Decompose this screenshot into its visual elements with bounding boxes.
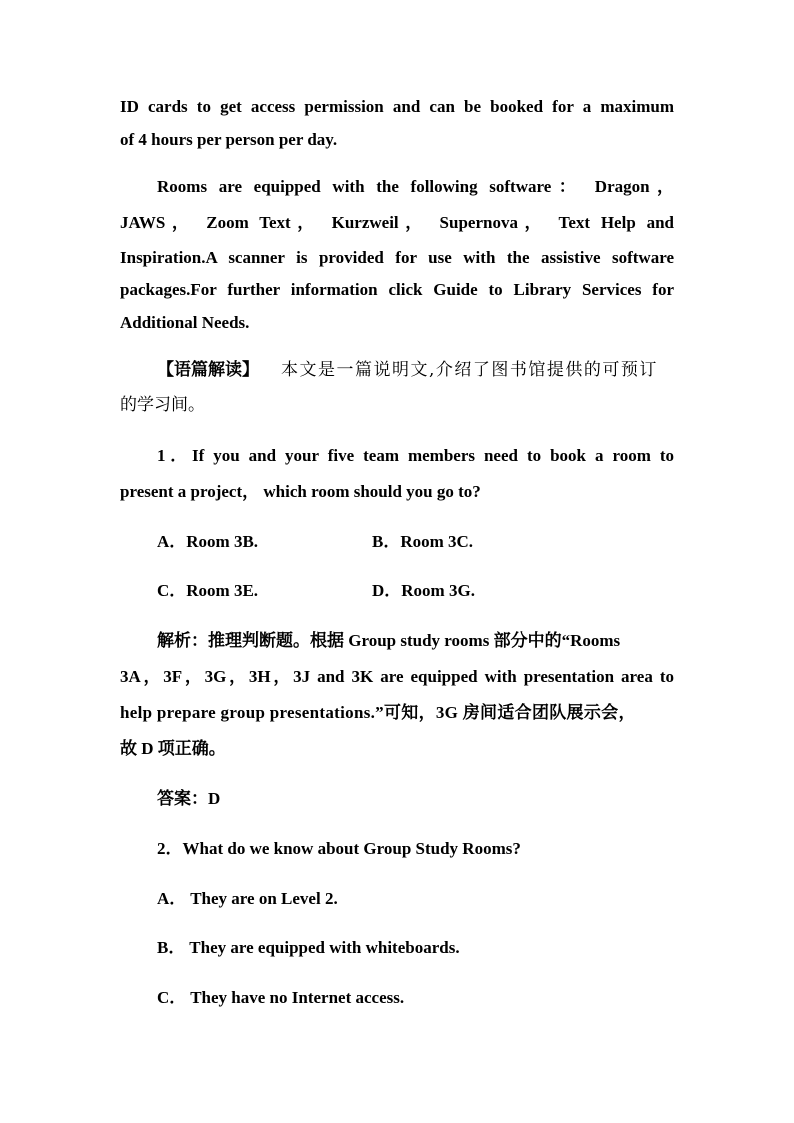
q1-answer-label: 答案 (157, 789, 191, 809)
q1-answer (157, 789, 220, 809)
q1-option-b: B．Room 3C. (372, 532, 474, 551)
q2-option-c: C． They have no Internet access. (157, 988, 405, 1007)
q1-option-a: A．Room 3B. (157, 532, 259, 551)
q1-option-c: C．Room 3E. (157, 581, 259, 600)
q2-stem: 2．What do we know about Group Study Rooms? (157, 839, 521, 858)
analysis-label: 【语篇解读】 (157, 360, 259, 380)
passage-line-5: Inspiration.A scanner is provided for use with the assistive software (120, 248, 674, 267)
analysis-line-1 (157, 360, 658, 380)
passage-line-4: JAWS， Zoom Text， Kurzweil， Supernova， Text Help and (120, 213, 674, 232)
analysis-text-1: 本文是一篇说明文,介绍了图书馆提供的可预订 (281, 360, 658, 380)
analysis-line-2: 的学习间。 (120, 395, 205, 415)
q1-explanation-line-4: 故 D 项正确。 (120, 739, 226, 758)
q1-explanation-label: 解析 (157, 631, 191, 651)
q1-answer-value: ：D (191, 789, 221, 808)
q1-option-d: D．Room 3G. (372, 581, 475, 600)
q2-option-a: A． They are on Level 2. (157, 889, 338, 908)
q1-explanation-line-3: help prepare group presentations.”可知，3G 房间适合团队展示会， (120, 703, 636, 722)
passage-line-6: packages.For further information click Guide to Library Services for (120, 280, 674, 299)
passage-line-2: of 4 hours per person per day. (120, 130, 338, 149)
q1-explanation-line-1 (157, 631, 620, 651)
q2-option-b: B． They are equipped with whiteboards. (157, 938, 460, 957)
q1-stem-line-2: present a project， which room should you go to? (120, 482, 481, 501)
q1-stem-line-1: 1．If you and your five team members need to book a room to (157, 446, 674, 465)
passage-line-7: Additional Needs. (120, 313, 250, 332)
q1-explanation-line-2: 3A，3F，3G，3H，3J and 3K are equipped with presentation area to (120, 667, 674, 686)
q1-explanation-text-1: ：推理判断题。根据 Group study rooms 部分中的“Rooms (191, 631, 621, 650)
passage-line-3: Rooms are equipped with the following software： Dragon， (157, 177, 674, 196)
passage-line-1: ID cards to get access permission and can be booked for a maximum (120, 97, 674, 116)
